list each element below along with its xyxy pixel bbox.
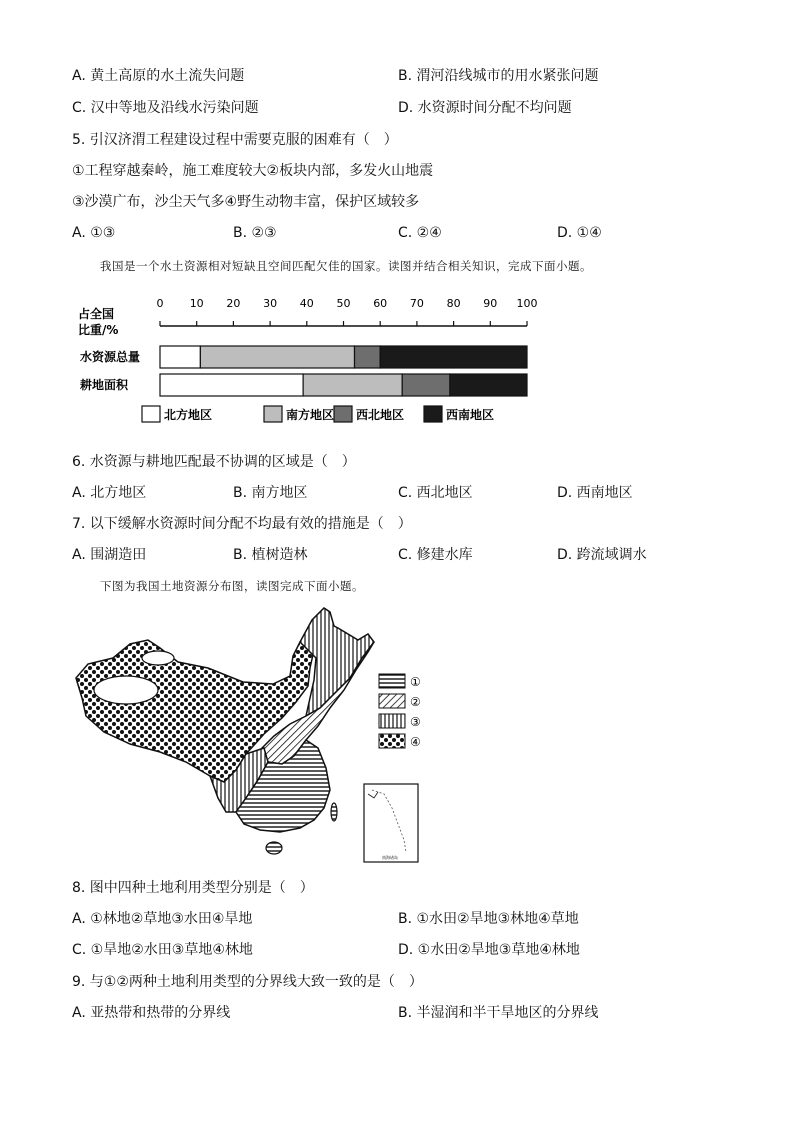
legend-label-3: ③: [410, 715, 421, 729]
legend-swatch: [142, 406, 160, 422]
q4-option-d[interactable]: D. 水资源时间分配不均问题: [398, 100, 572, 116]
q7-option-b[interactable]: B. 植树造林: [233, 547, 308, 563]
q5-statement-2: ③沙漠广布，沙尘天气多④野生动物丰富，保护区域较多: [72, 194, 420, 210]
legend-swatch-3: [379, 714, 405, 728]
q6-stem: 6. 水资源与耕地匹配最不协调的区域是（ ）: [72, 454, 356, 470]
desert-tarim: [94, 676, 158, 704]
legend-swatch: [424, 406, 442, 422]
q4-option-b[interactable]: B. 渭河沿线城市的用水紧张问题: [398, 68, 599, 84]
inset-label: 南海诸岛: [382, 855, 398, 860]
q9-option-b[interactable]: B. 半湿润和半干旱地区的分界线: [398, 1005, 599, 1021]
q4-option-a[interactable]: A. 黄土高原的水土流失问题: [72, 68, 245, 84]
legend-swatch-1: [379, 674, 405, 688]
q6-option-a[interactable]: A. 北方地区: [72, 485, 147, 501]
q5-option-c[interactable]: C. ②④: [398, 225, 442, 241]
legend-label: 北方地区: [164, 408, 213, 422]
legend-swatch-2: [379, 694, 405, 708]
q5-option-b[interactable]: B. ②③: [233, 225, 277, 241]
q8-option-b[interactable]: B. ①水田②旱地③林地④草地: [398, 911, 579, 927]
bar-segment: [402, 374, 450, 396]
q7-option-d[interactable]: D. 跨流域调水: [557, 547, 647, 563]
q8-option-a[interactable]: A. ①林地②草地③水田④旱地: [72, 911, 253, 927]
south-china-sea-inset: [364, 784, 418, 862]
water-land-chart: [72, 288, 542, 433]
category-label: 水资源总量: [80, 350, 141, 364]
category-label: 耕地面积: [80, 378, 129, 392]
legend-swatch-4: [379, 734, 405, 748]
bar-segment: [303, 374, 402, 396]
q6-option-d[interactable]: D. 西南地区: [557, 485, 633, 501]
bar-segment: [380, 346, 527, 368]
q6-option-b[interactable]: B. 南方地区: [233, 485, 308, 501]
legend-label-2: ②: [410, 695, 421, 709]
axis-tick-label: 60: [373, 297, 388, 310]
q5-option-d[interactable]: D. ①④: [557, 225, 602, 241]
legend-label: 西北地区: [356, 408, 405, 422]
desert-junggar: [142, 651, 174, 665]
legend-label-4: ④: [410, 735, 421, 749]
land-use-map: [68, 598, 448, 868]
q6-option-c[interactable]: C. 西北地区: [398, 485, 473, 501]
bar-segment: [160, 346, 200, 368]
axis-tick-label: 100: [516, 297, 538, 310]
axis-tick-label: 20: [226, 297, 241, 310]
legend-label: 南方地区: [286, 408, 335, 422]
q8-option-d[interactable]: D. ①水田②旱地③草地④林地: [398, 942, 580, 958]
axis-tick-label: 90: [483, 297, 498, 310]
bar-segment: [450, 374, 527, 396]
bar-segment: [355, 346, 381, 368]
legend-swatch: [334, 406, 352, 422]
q5-statement-1: ①工程穿越秦岭，施工难度较大②板块内部，多发火山地震: [72, 163, 434, 179]
axis-tick-label: 40: [299, 297, 314, 310]
legend-swatch: [264, 406, 282, 422]
intro-text-1: 我国是一个水土资源相对短缺且空间匹配欠佳的国家。读图并结合相关知识，完成下面小题。: [100, 259, 592, 273]
island-hainan: [266, 842, 282, 854]
q7-option-a[interactable]: A. 围湖造田: [72, 547, 147, 563]
q8-stem: 8. 图中四种土地利用类型分别是（ ）: [72, 880, 314, 896]
axis-tick-label: 0: [156, 297, 164, 310]
legend-label: 西南地区: [446, 408, 495, 422]
intro-text-2: 下图为我国土地资源分布图，读图完成下面小题。: [100, 579, 364, 593]
legend-label-1: ①: [410, 675, 421, 689]
axis-tick-label: 10: [189, 297, 204, 310]
island-taiwan: [331, 803, 337, 821]
axis-label-line-1: 占全国: [78, 307, 115, 321]
q5-option-a[interactable]: A. ①③: [72, 225, 116, 241]
q8-option-c[interactable]: C. ①旱地②水田③草地④林地: [72, 942, 253, 958]
axis-tick-label: 50: [336, 297, 351, 310]
bar-segment: [200, 346, 354, 368]
q5-stem: 5. 引汉济渭工程建设过程中需要克服的困难有（ ）: [72, 132, 398, 148]
q7-stem: 7. 以下缓解水资源时间分配不均最有效的措施是（ ）: [72, 516, 412, 532]
axis-tick-label: 80: [446, 297, 461, 310]
q9-stem: 9. 与①②两种土地利用类型的分界线大致一致的是（ ）: [72, 974, 423, 990]
q4-option-c[interactable]: C. 汉中等地及沿线水污染问题: [72, 100, 259, 116]
q9-option-a[interactable]: A. 亚热带和热带的分界线: [72, 1005, 231, 1021]
map-legend: [379, 674, 421, 749]
q7-option-c[interactable]: C. 修建水库: [398, 547, 473, 563]
axis-tick-label: 70: [409, 297, 424, 310]
axis-tick-label: 30: [263, 297, 278, 310]
axis-label-line-2: 比重/%: [78, 323, 119, 337]
bar-segment: [160, 374, 303, 396]
